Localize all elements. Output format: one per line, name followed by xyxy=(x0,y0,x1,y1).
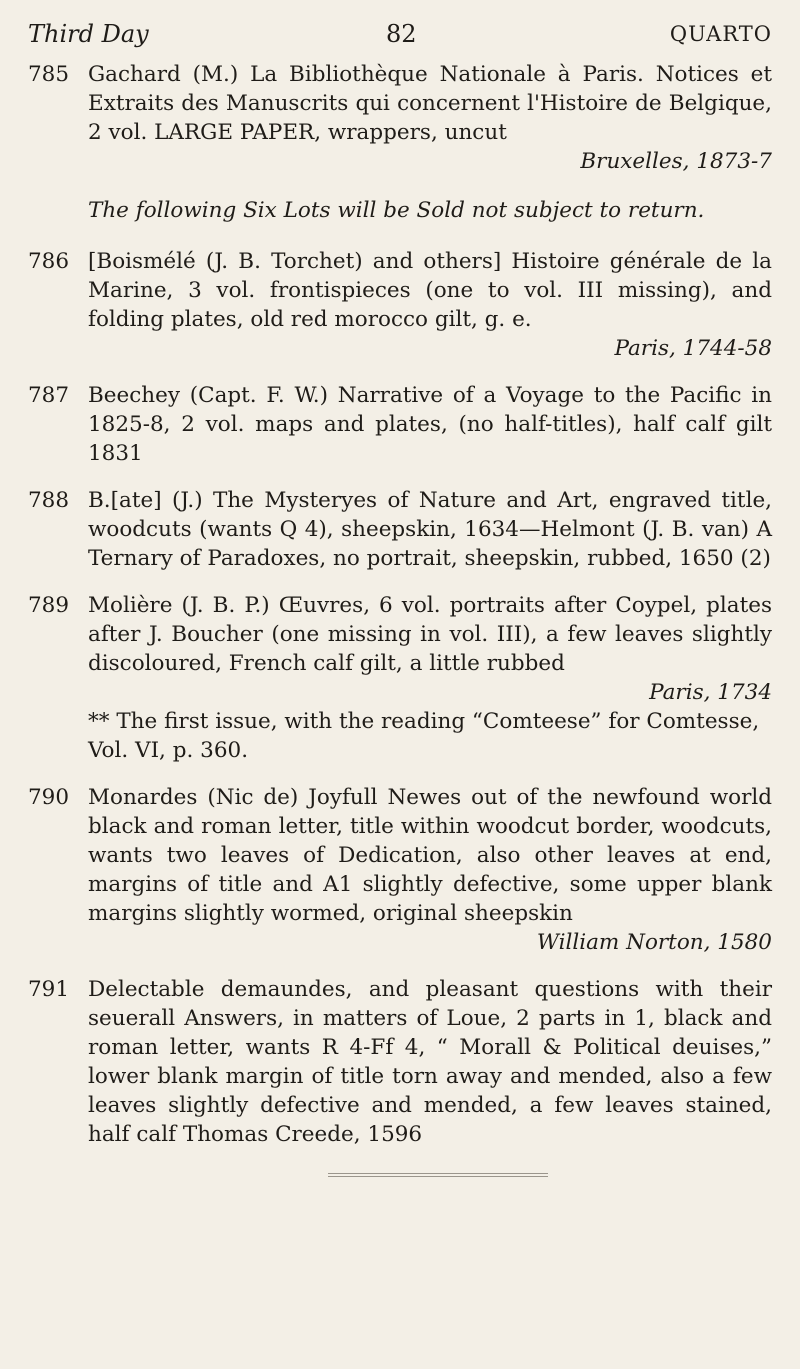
lot-788 xyxy=(28,486,772,573)
lot-imprint: Bruxelles, 1873-7 xyxy=(580,149,772,174)
lot-description: Monardes (Nic de) Joyfull Newes out of the newfound world black and roman letter, title within woodcut border, woodcuts, wants two leaves of Dedication, also other leaves at end, margins of title and A1 slightly defective, some upper blank margins slightly wormed, original sheepskin xyxy=(88,785,772,926)
lot-790 xyxy=(28,783,772,957)
lot-description: [Boismélé (J. B. Torchet) and others] Histoire générale de la Marine, 3 vol. frontispieces (one to vol. III missing), and folding plates, old red morocco gilt, g. e. xyxy=(88,249,772,332)
lot-791 xyxy=(28,975,772,1149)
header-format: QUARTO xyxy=(669,22,772,46)
lot-786 xyxy=(28,247,772,363)
lot-number: 790 xyxy=(28,785,70,810)
lot-number: 787 xyxy=(28,383,70,408)
lot-number: 789 xyxy=(28,593,70,618)
header-day: Third Day xyxy=(28,20,149,48)
section-rule xyxy=(328,1173,548,1177)
lot-description: Delectable demaundes, and pleasant questions with their seuerall Answers, in matters of Loue, 2 parts in 1, black and roman letter, wants R 4-Ff 4, “ Morall & Political deuises,” lower blank margin of title torn away and mended, also a few leaves slightly defective and mended, a few leaves stained, half calf Thomas Creede, 1596 xyxy=(88,977,772,1147)
lot-description: B.[ate] (J.) The Mysteryes of Nature and Art, engraved title, woodcuts (wants Q 4), sheepskin, 1634—Helmont (J. B. van) A Ternary of Paradoxes, no portrait, sheepskin, rubbed, 1650 (2) xyxy=(88,488,772,571)
lot-787 xyxy=(28,381,772,468)
lot-note: ** The first issue, with the reading “Comteese” for Comtesse, Vol. VI, p. 360. xyxy=(88,709,760,763)
running-header xyxy=(28,14,772,54)
lot-number: 785 xyxy=(28,62,70,87)
page-number: 82 xyxy=(386,20,417,48)
lot-imprint: Paris, 1744-58 xyxy=(614,336,772,361)
lot-785 xyxy=(28,60,772,176)
lot-description: Molière (J. B. P.) Œuvres, 6 vol. portraits after Coypel, plates after J. Boucher (one missing in vol. III), a few leaves slightly discoloured, French calf gilt, a little rubbed xyxy=(88,593,772,676)
lot-imprint: Paris, 1734 xyxy=(649,680,772,705)
lot-number: 788 xyxy=(28,488,70,513)
lot-description: Beechey (Capt. F. W.) Narrative of a Voyage to the Pacific in 1825-8, 2 vol. maps and plates, (no half-titles), half calf gilt 1831 xyxy=(88,383,772,466)
sale-notice: The following Six Lots will be Sold not subject to return. xyxy=(88,198,705,223)
lot-imprint: William Norton, 1580 xyxy=(536,930,772,955)
lot-789 xyxy=(28,591,772,765)
lot-description: Gachard (M.) La Bibliothèque Nationale à Paris. Notices et Extraits des Manuscrits qui concernent l'Histoire de Belgique, 2 vol. LARGE PAPER, wrappers, uncut xyxy=(88,62,772,145)
lot-number: 786 xyxy=(28,249,70,274)
lot-number: 791 xyxy=(28,977,70,1002)
